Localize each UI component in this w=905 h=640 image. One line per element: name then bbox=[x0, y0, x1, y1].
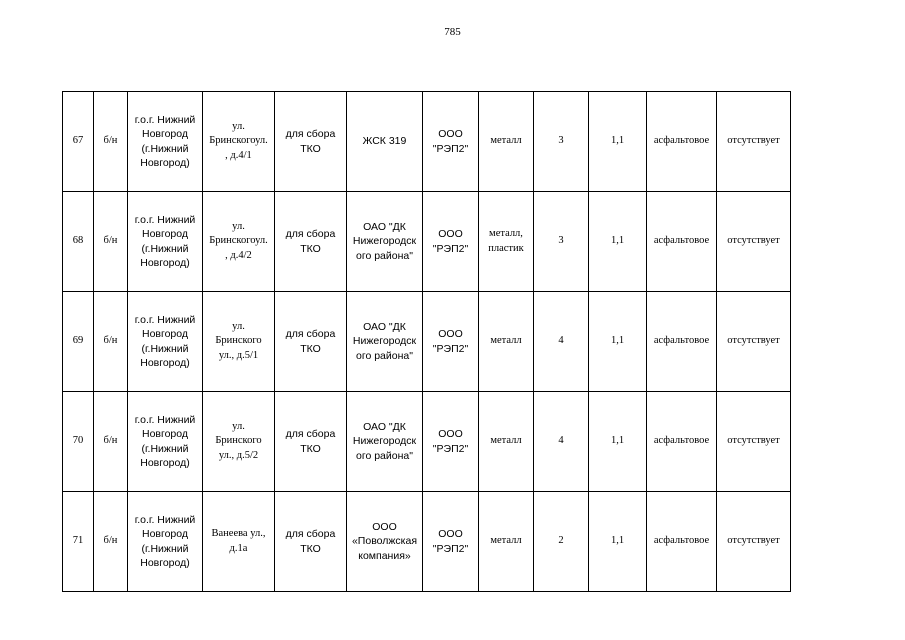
cell-line: ТКО bbox=[300, 242, 321, 255]
container-volume-cell: 1,1 bbox=[589, 92, 647, 192]
cell-line: Новгород) bbox=[140, 357, 190, 369]
operator-cell bbox=[423, 492, 479, 592]
cell-line: ул., д.5/1 bbox=[218, 349, 259, 361]
row-number-cell: 71 bbox=[63, 492, 94, 592]
purpose-cell bbox=[275, 392, 347, 492]
container-count-cell: 3 bbox=[534, 92, 589, 192]
cell-line: ТКО bbox=[300, 342, 321, 355]
owner-cell bbox=[347, 192, 423, 292]
purpose-cell bbox=[275, 492, 347, 592]
cell-line: ТКО bbox=[300, 142, 321, 155]
cell-line: Ванеева ул., bbox=[211, 528, 266, 539]
cell-line: г.о.г. Нижний bbox=[134, 313, 196, 326]
fence-cell: отсутствует bbox=[717, 192, 791, 292]
cell-line: (г.Нижний bbox=[141, 342, 189, 355]
page-number: 785 bbox=[444, 26, 461, 38]
cell-line: Бринского bbox=[215, 335, 262, 347]
cell-line: Новгород bbox=[141, 128, 188, 140]
surface-cell: асфальтовое bbox=[647, 192, 717, 292]
purpose-cell bbox=[275, 192, 347, 292]
cell-line: , д.4/1 bbox=[225, 149, 252, 161]
owner-cell bbox=[347, 92, 423, 192]
cell-line: металл bbox=[490, 435, 522, 447]
address-cell bbox=[203, 192, 275, 292]
cell-line: ООО bbox=[438, 528, 463, 540]
cell-line: металл bbox=[490, 135, 522, 147]
cell-line: ул. bbox=[232, 420, 245, 432]
row-number-cell: 67 bbox=[63, 92, 94, 192]
cell-line: ул., д.5/2 bbox=[218, 449, 259, 461]
cell-line: ого района" bbox=[356, 349, 413, 362]
address-cell bbox=[203, 392, 275, 492]
cell-line: ООО bbox=[372, 520, 397, 533]
cell-line: ого района" bbox=[356, 449, 413, 462]
cell-line: (г.Нижний bbox=[141, 542, 189, 555]
surface-cell: асфальтовое bbox=[647, 292, 717, 392]
cell-line: "РЭП2" bbox=[432, 542, 469, 555]
cell-line: ООО bbox=[438, 228, 463, 240]
cell-line: ул. bbox=[232, 320, 245, 332]
cell-line: ОАО "ДК bbox=[363, 420, 406, 433]
cell-line: компания» bbox=[358, 549, 411, 562]
owner-cell bbox=[347, 392, 423, 492]
cell-line: «Поволжская bbox=[351, 535, 418, 548]
cell-line: г.о.г. Нижний bbox=[134, 213, 196, 226]
cell-line: г.о.г. Нижний bbox=[134, 513, 196, 526]
locality-cell bbox=[128, 192, 203, 292]
surface-cell: асфальтовое bbox=[647, 392, 717, 492]
site-id-cell: б/н bbox=[94, 92, 128, 192]
cell-line: ого района" bbox=[356, 249, 413, 262]
cell-line: д.1а bbox=[229, 542, 248, 554]
table-row bbox=[63, 92, 791, 192]
cell-line: ООО bbox=[438, 428, 463, 440]
surface-cell: асфальтовое bbox=[647, 92, 717, 192]
container-count-cell: 2 bbox=[534, 492, 589, 592]
cell-line: Новгород bbox=[141, 428, 188, 440]
operator-cell bbox=[423, 392, 479, 492]
container-volume-cell: 1,1 bbox=[589, 192, 647, 292]
site-id-cell: б/н bbox=[94, 192, 128, 292]
locality-cell bbox=[128, 392, 203, 492]
cell-line: Бринского bbox=[215, 435, 262, 447]
locality-cell bbox=[128, 492, 203, 592]
cell-line: пластик bbox=[488, 242, 524, 254]
site-id-cell: б/н bbox=[94, 292, 128, 392]
table-row bbox=[63, 292, 791, 392]
cell-line: ЖСК 319 bbox=[362, 135, 407, 148]
cell-line: Бринскогоул. bbox=[209, 135, 268, 147]
cell-line: Новгород bbox=[141, 528, 188, 540]
cell-line: , д.4/2 bbox=[225, 249, 252, 261]
purpose-cell bbox=[275, 292, 347, 392]
cell-line: Новгород) bbox=[140, 157, 190, 169]
locality-cell bbox=[128, 92, 203, 192]
surface-cell: асфальтовое bbox=[647, 492, 717, 592]
table-row bbox=[63, 492, 791, 592]
material-cell bbox=[479, 192, 534, 292]
cell-line: (г.Нижний bbox=[141, 242, 189, 255]
cell-line: "РЭП2" bbox=[432, 242, 469, 255]
fence-cell: отсутствует bbox=[717, 292, 791, 392]
address-cell bbox=[203, 92, 275, 192]
cell-line: (г.Нижний bbox=[141, 142, 189, 155]
cell-line: Новгород) bbox=[140, 457, 190, 469]
cell-line: Нижегородск bbox=[352, 335, 417, 348]
cell-line: металл, bbox=[489, 228, 523, 239]
cell-line: для сбора bbox=[285, 228, 336, 240]
material-cell bbox=[479, 392, 534, 492]
container-volume-cell: 1,1 bbox=[589, 392, 647, 492]
row-number-cell: 70 bbox=[63, 392, 94, 492]
cell-line: Новгород) bbox=[140, 257, 190, 269]
cell-line: металл bbox=[490, 335, 522, 347]
fence-cell: отсутствует bbox=[717, 392, 791, 492]
cell-line: Нижегородск bbox=[352, 235, 417, 248]
owner-cell bbox=[347, 492, 423, 592]
cell-line: Нижегородск bbox=[352, 435, 417, 448]
site-id-cell: б/н bbox=[94, 392, 128, 492]
cell-line: г.о.г. Нижний bbox=[134, 113, 196, 126]
cell-line: (г.Нижний bbox=[141, 442, 189, 455]
material-cell bbox=[479, 292, 534, 392]
table-row bbox=[63, 192, 791, 292]
cell-line: Бринскогоул. bbox=[209, 235, 268, 247]
cell-line: ТКО bbox=[300, 542, 321, 555]
owner-cell bbox=[347, 292, 423, 392]
table-body bbox=[63, 92, 791, 592]
address-cell bbox=[203, 292, 275, 392]
container-count-cell: 3 bbox=[534, 192, 589, 292]
site-id-cell: б/н bbox=[94, 492, 128, 592]
cell-line: ОАО "ДК bbox=[363, 320, 406, 333]
cell-line: ОАО "ДК bbox=[363, 220, 406, 233]
row-number-cell: 68 bbox=[63, 192, 94, 292]
table-row bbox=[63, 392, 791, 492]
operator-cell bbox=[423, 292, 479, 392]
container-count-cell: 4 bbox=[534, 292, 589, 392]
cell-line: ул. bbox=[232, 220, 245, 232]
cell-line: ООО bbox=[438, 128, 463, 140]
cell-line: г.о.г. Нижний bbox=[134, 413, 196, 426]
material-cell bbox=[479, 92, 534, 192]
container-count-cell: 4 bbox=[534, 392, 589, 492]
waste-sites-table bbox=[62, 91, 791, 592]
locality-cell bbox=[128, 292, 203, 392]
cell-line: "РЭП2" bbox=[432, 142, 469, 155]
container-volume-cell: 1,1 bbox=[589, 292, 647, 392]
cell-line: ул. bbox=[232, 120, 245, 132]
cell-line: металл bbox=[490, 535, 522, 547]
purpose-cell bbox=[275, 92, 347, 192]
cell-line: "РЭП2" bbox=[432, 442, 469, 455]
operator-cell bbox=[423, 92, 479, 192]
cell-line: для сбора bbox=[285, 428, 336, 440]
cell-line: для сбора bbox=[285, 328, 336, 340]
cell-line: ТКО bbox=[300, 442, 321, 455]
address-cell bbox=[203, 492, 275, 592]
cell-line: Новгород) bbox=[140, 557, 190, 569]
operator-cell bbox=[423, 192, 479, 292]
container-volume-cell: 1,1 bbox=[589, 492, 647, 592]
fence-cell: отсутствует bbox=[717, 492, 791, 592]
row-number-cell: 69 bbox=[63, 292, 94, 392]
cell-line: для сбора bbox=[285, 528, 336, 540]
cell-line: ООО bbox=[438, 328, 463, 340]
material-cell bbox=[479, 492, 534, 592]
cell-line: Новгород bbox=[141, 228, 188, 240]
cell-line: "РЭП2" bbox=[432, 342, 469, 355]
fence-cell: отсутствует bbox=[717, 92, 791, 192]
cell-line: Новгород bbox=[141, 328, 188, 340]
cell-line: для сбора bbox=[285, 128, 336, 140]
